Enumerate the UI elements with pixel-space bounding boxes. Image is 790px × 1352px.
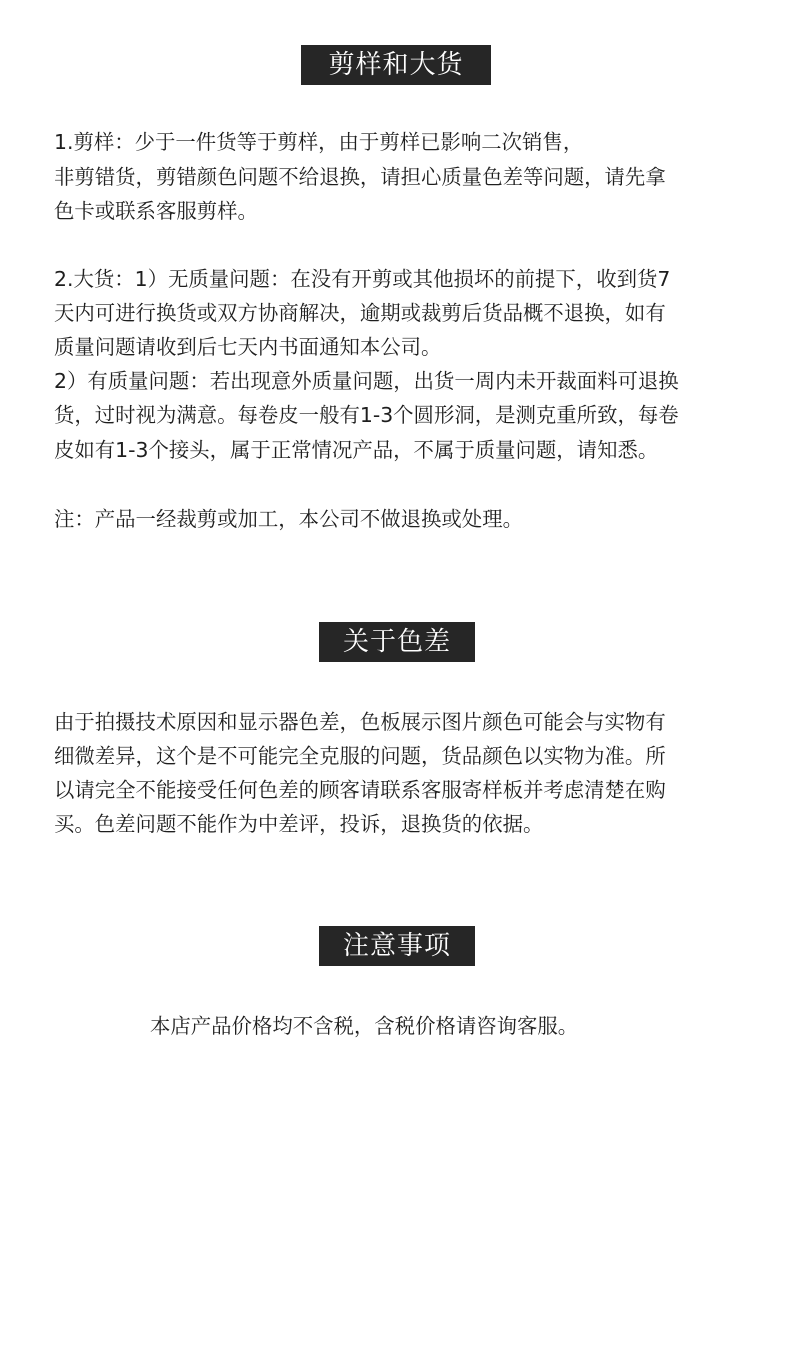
paragraph-line: 天内可进行换货或双方协商解决，逾期或裁剪后货品概不退换，如有 bbox=[54, 301, 666, 325]
paragraph-line: 货，过时视为满意。每卷皮一般有1-3个圆形洞，是测克重所致，每卷 bbox=[54, 403, 679, 427]
paragraph-line: 2.大货：1）无质量问题：在没有开剪或其他损坏的前提下，收到货7 bbox=[54, 267, 671, 291]
paragraph-line: 质量问题请收到后七天内书面通知本公司。 bbox=[54, 335, 442, 359]
paragraph-line: 以请完全不能接受任何色差的顾客请联系客服寄样板并考虑清楚在购 bbox=[54, 778, 666, 802]
paragraph-line: 色卡或联系客服剪样。 bbox=[54, 199, 258, 223]
note-line: 注：产品一经裁剪或加工，本公司不做退换或处理。 bbox=[54, 507, 523, 531]
paragraph-line: 细微差异，这个是不可能完全克服的问题，货品颜色以实物为准。所 bbox=[54, 744, 666, 768]
section-title-color-difference: 关于色差 bbox=[319, 622, 475, 662]
paragraph-line: 非剪错货，剪错颜色问题不给退换，请担心质量色差等问题，请先拿 bbox=[54, 165, 666, 189]
paragraph-line: 由于拍摄技术原因和显示器色差，色板展示图片颜色可能会与实物有 bbox=[54, 710, 666, 734]
paragraph-line: 皮如有1-3个接头，属于正常情况产品，不属于质量问题，请知悉。 bbox=[54, 438, 659, 462]
paragraph-line: 2）有质量问题：若出现意外质量问题，出货一周内未开裁面料可退换 bbox=[54, 369, 679, 393]
paragraph-line: 本店产品价格均不含税，含税价格请咨询客服。 bbox=[150, 1014, 579, 1038]
section-title-notes: 注意事项 bbox=[319, 926, 475, 966]
section-title-cutting-and-bulk: 剪样和大货 bbox=[301, 45, 491, 85]
paragraph-line: 1.剪样：少于一件货等于剪样，由于剪样已影响二次销售， bbox=[54, 130, 584, 154]
paragraph-line: 买。色差问题不能作为中差评，投诉，退换货的依据。 bbox=[54, 812, 544, 836]
